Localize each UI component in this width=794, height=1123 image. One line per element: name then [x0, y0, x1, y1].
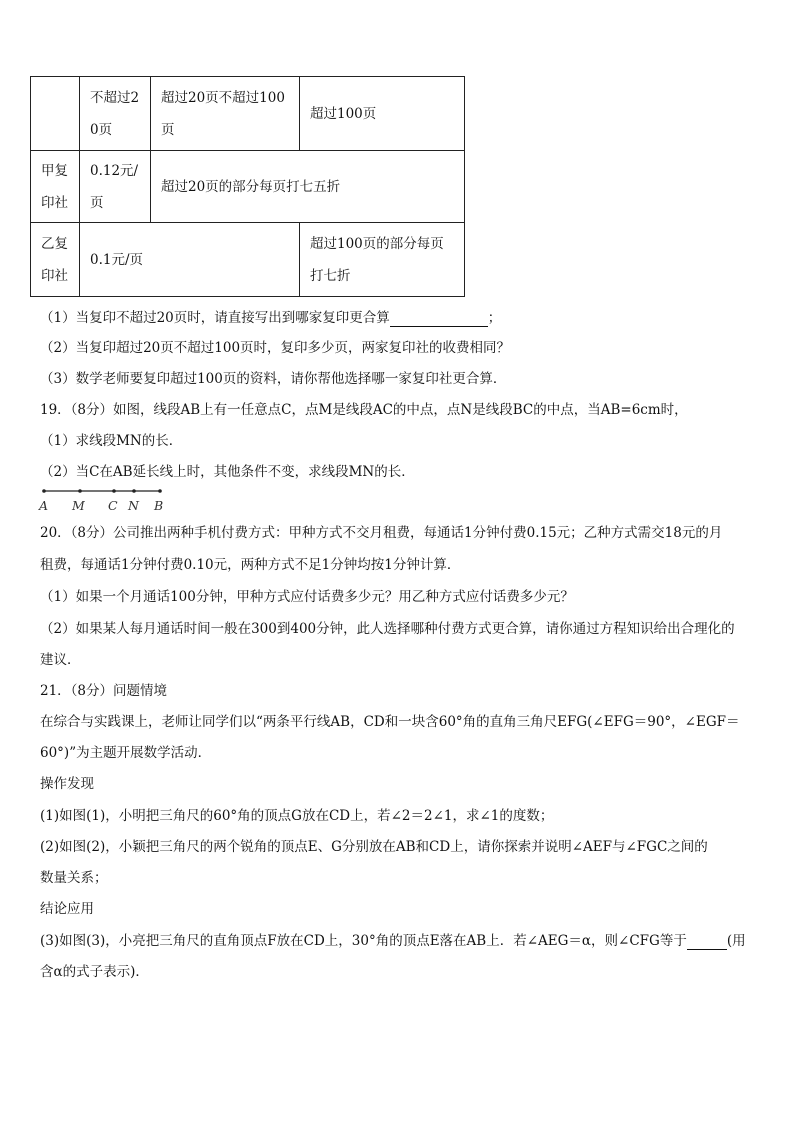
point-m [78, 489, 82, 493]
q21-part3-line2: 含α的式子表示)． [40, 964, 149, 980]
segment-figure [38, 486, 178, 514]
q21-part3-line1: (3)如图(3)，小亮把三角尺的直角顶点F放在CD上，30°角的顶点E落在AB上．若∠AEG＝α，则∠CFG等于 (用 [40, 933, 746, 949]
label-b: B [154, 498, 164, 513]
q21-section-operation: 操作发现 [40, 776, 94, 792]
label-m: M [72, 498, 85, 513]
q19-part2: （2）当C在AB延长线上时，其他条件不变，求线段MN的长． [40, 464, 415, 480]
table-header-empty [31, 77, 80, 151]
q18-part2: （2）当复印超过20页不超过100页时，复印多少页，两家复印社的收费相同？ [40, 340, 511, 356]
q20-part2-line2: 建议． [40, 652, 81, 668]
q20-stem-line2: 租费，每通话1分钟付费0.10元，两种方式不足1分钟均按1分钟计算． [40, 557, 461, 573]
q20-stem-line1: 20．（8分）公司推出两种手机付费方式：甲种方式不交月租费，每通话1分钟付费0.15元；乙种方式需交18元的月 [40, 525, 723, 541]
point-b [158, 489, 162, 493]
answer-blank [687, 933, 727, 950]
table-row-label: 乙复印社 [31, 223, 80, 297]
q21-intro-line2: 60°)”为主题开展数学活动． [40, 745, 212, 761]
q21-intro-line1: 在综合与实践课上，老师让同学们以“两条平行线AB，CD和一块含60°角的直角三角尺EFG(∠EFG＝90°，∠EGF＝ [40, 714, 740, 730]
q21-part2-line2: 数量关系； [40, 870, 108, 886]
point-c [112, 489, 116, 493]
q21-title: 21．（8分）问题情境 [40, 683, 168, 699]
table-row [31, 223, 465, 297]
label-n: N [128, 498, 139, 513]
table-header-cell: 超过100页 [300, 77, 465, 151]
table-row [31, 77, 465, 151]
table-row [31, 151, 465, 223]
q18-part3: （3）数学老师要复印超过100页的资料，请你帮他选择哪一家复印社更合算． [40, 371, 507, 387]
q21-section-application: 结论应用 [40, 901, 94, 917]
q21-part2-line1: (2)如图(2)，小颖把三角尺的两个锐角的顶点E、G分别放在AB和CD上，请你探索并说明∠AEF与∠FGC之间的 [40, 839, 708, 855]
q19-part1: （1）求线段MN的长． [40, 433, 183, 449]
pricing-table [30, 76, 465, 297]
label-a: A [39, 498, 49, 513]
table-cell: 超过20页的部分每页打七五折 [151, 151, 465, 223]
table-row-label: 甲复印社 [31, 151, 80, 223]
answer-blank [390, 310, 488, 327]
q20-part2-line1: （2）如果某人每月通话时间一般在300到400分钟，此人选择哪种付费方式更合算，请你通过方程知识给出合理化的 [40, 621, 735, 637]
q20-part1: （1）如果一个月通话100分钟，甲种方式应付话费多少元？用乙种方式应付话费多少元？ [40, 589, 574, 605]
point-n [132, 489, 136, 493]
table-cell: 0.1元/页 [80, 223, 300, 297]
point-a [42, 489, 46, 493]
q19-stem: 19．（8分）如图，线段AB上有一任意点C，点M是线段AC的中点，点N是线段BC的中点，当AB=6cm时， [40, 402, 688, 418]
table-cell: 0.12元/页 [80, 151, 151, 223]
q18-part1: （1）当复印不超过20页时，请直接写出到哪家复印更合算 ； [40, 310, 502, 326]
label-c: C [108, 498, 118, 513]
table-header-cell: 超过20页不超过100页 [151, 77, 300, 151]
q21-part1: (1)如图(1)，小明把三角尺的60°角的顶点G放在CD上，若∠2＝2∠1，求∠1的度数； [40, 808, 554, 824]
table-cell: 超过100页的部分每页打七折 [300, 223, 465, 297]
table-header-cell: 不超过20页 [80, 77, 151, 151]
